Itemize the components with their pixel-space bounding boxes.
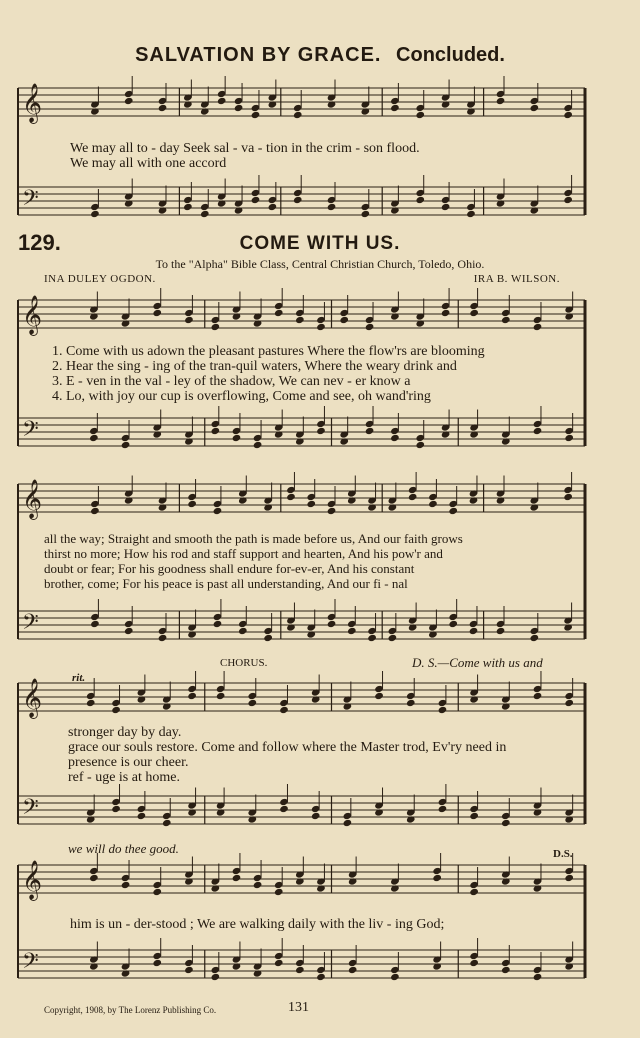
verse-line: all the way; Straight and smooth the path is made before us, And our faith grows — [44, 531, 463, 546]
note-head — [390, 434, 400, 442]
note-head — [438, 805, 448, 813]
note-head — [137, 812, 147, 820]
verse-line: stronger day by day. — [68, 725, 182, 740]
heading-suffix: Concluded. — [396, 44, 505, 66]
note-head — [390, 104, 400, 112]
note-head — [90, 210, 100, 218]
note-head — [327, 507, 337, 515]
note-head — [111, 805, 121, 813]
note-head — [563, 111, 573, 119]
note-head — [124, 97, 134, 105]
note-head — [361, 210, 371, 218]
note-head — [563, 196, 573, 204]
note-head — [121, 441, 131, 449]
note-head — [441, 309, 451, 317]
author-credit: INA DULEY OGDON. — [44, 273, 156, 285]
note-head — [316, 323, 326, 331]
bass-clef: 𝄢 — [22, 186, 39, 216]
note-head — [533, 692, 543, 700]
note-head — [563, 493, 573, 501]
note-head — [238, 627, 248, 635]
verse-line: ref - uge is at home. — [68, 770, 180, 785]
note-head — [496, 97, 506, 105]
note-head — [339, 316, 349, 324]
note-head — [316, 973, 326, 981]
note-head — [251, 111, 261, 119]
note-head — [111, 706, 121, 714]
note-head — [90, 620, 100, 628]
note-head — [247, 699, 257, 707]
note-head — [365, 427, 375, 435]
verse-line: doubt or fear; For his goodness shall endure for-ev-er, And his constant — [44, 561, 415, 576]
note-head — [295, 966, 305, 974]
note-head — [211, 973, 221, 981]
note-head — [501, 316, 511, 324]
note-head — [415, 441, 425, 449]
note-head — [469, 812, 479, 820]
note-head — [327, 620, 337, 628]
note-head — [367, 634, 377, 642]
note-head — [293, 196, 303, 204]
chorus-label: CHORUS. — [220, 657, 268, 669]
verse-line: 3. E - ven in the val - ley of the shadow, We can nev - er know a — [52, 374, 411, 389]
bass-clef: 𝄢 — [22, 795, 39, 825]
note-head — [217, 97, 227, 105]
verse-line: 2. Hear the sing - ing of the tran-quil waters, Where the weary drink and — [52, 359, 457, 374]
ds-mark: D.S. — [553, 848, 573, 860]
treble-clef: 𝄞 — [22, 860, 43, 900]
note-head — [533, 323, 543, 331]
note-head — [152, 309, 162, 317]
note-head — [253, 881, 263, 889]
note-head — [466, 210, 476, 218]
bass-clef: 𝄢 — [22, 417, 39, 447]
heading-title: SALVATION BY GRACE. — [135, 44, 382, 66]
note-head — [295, 316, 305, 324]
note-head — [200, 210, 210, 218]
note-head — [311, 812, 321, 820]
note-head — [496, 627, 506, 635]
verse-line: brother, come; For his peace is past all understanding, And our fi - nal — [44, 576, 408, 591]
note-head — [121, 881, 131, 889]
note-head — [234, 104, 244, 112]
verse-line: grace our souls restore. Come and follow where the Master trod, Ev'ry need in — [68, 740, 507, 755]
lyric-line: We may all to - day Seek sal - va - tion in the crim - son flood. — [70, 141, 420, 156]
note-head — [211, 427, 221, 435]
hymn-title: COME WITH US. — [239, 233, 401, 254]
note-head — [347, 627, 357, 635]
note-head — [306, 500, 316, 508]
note-head — [530, 634, 540, 642]
note-head — [469, 309, 479, 317]
note-head — [184, 966, 194, 974]
note-head — [90, 507, 100, 515]
note-head — [286, 493, 296, 501]
note-head — [232, 874, 242, 882]
note-head — [152, 959, 162, 967]
note-head — [415, 111, 425, 119]
note-head — [251, 196, 261, 204]
composer-credit: IRA B. WILSON. — [473, 273, 560, 285]
note-head — [274, 959, 284, 967]
note-head — [316, 427, 326, 435]
note-head — [374, 692, 384, 700]
note-head — [89, 434, 99, 442]
note-head — [152, 888, 162, 896]
note-head — [216, 692, 226, 700]
note-head — [124, 627, 134, 635]
note-head — [530, 104, 540, 112]
note-head — [438, 706, 448, 714]
note-head — [448, 507, 458, 515]
note-head — [274, 309, 284, 317]
note-head — [448, 620, 458, 628]
verse-line: 1. Come with us adown the pleasant pastures Where the flow'rs are blooming — [52, 344, 485, 359]
note-head — [158, 634, 168, 642]
note-head — [213, 507, 223, 515]
rit-marking: rit. — [72, 672, 86, 684]
treble-clef: 𝄞 — [22, 479, 43, 519]
verse-line: thirst no more; How his rod and staff support and hearten, And his pow'r and — [44, 546, 443, 561]
note-head — [327, 203, 337, 211]
note-head — [469, 627, 479, 635]
note-head — [533, 973, 543, 981]
lyric-line: We may all with one accord — [70, 156, 227, 171]
note-head — [279, 706, 289, 714]
ds-instruction: D. S.—Come with us and — [412, 655, 543, 670]
note-head — [232, 434, 242, 442]
note-head — [365, 323, 375, 331]
note-head — [388, 634, 398, 642]
note-head — [213, 620, 223, 628]
hymn-number: 129. — [18, 230, 61, 255]
note-head — [564, 434, 574, 442]
verse-line: presence is our cheer. — [68, 755, 189, 770]
note-head — [348, 966, 358, 974]
note-head — [428, 500, 438, 508]
note-head — [274, 888, 284, 896]
note-head — [390, 973, 400, 981]
note-head — [408, 493, 418, 501]
note-head — [268, 203, 278, 211]
note-head — [162, 819, 172, 827]
note-head — [187, 500, 197, 508]
note-head — [501, 819, 511, 827]
note-head — [564, 874, 574, 882]
dedication: To the "Alpha" Bible Class, Central Christian Church, Toledo, Ohio. — [155, 257, 485, 271]
note-head — [293, 111, 303, 119]
note-head — [343, 819, 353, 827]
note-head — [469, 959, 479, 967]
page-number: 131 — [288, 1000, 309, 1015]
bass-words: we will do thee good. — [68, 841, 179, 856]
note-head — [89, 874, 99, 882]
note-head — [279, 805, 289, 813]
note-head — [86, 699, 96, 707]
note-head — [501, 966, 511, 974]
note-head — [415, 196, 425, 204]
note-head — [183, 203, 193, 211]
note-head — [441, 203, 451, 211]
bass-clef: 𝄢 — [22, 949, 39, 979]
note-head — [432, 874, 442, 882]
note-head — [564, 699, 574, 707]
note-head — [184, 316, 194, 324]
note-head — [469, 888, 479, 896]
copyright-notice: Copyright, 1908, by The Lorenz Publishing Co. — [44, 1005, 217, 1015]
note-head — [187, 692, 197, 700]
treble-clef: 𝄞 — [22, 295, 43, 335]
verse-line: 4. Lo, with joy our cup is overflowing, Come and see, oh wand'ring — [52, 389, 431, 404]
verse-line: him is un - der-stood ; We are walking daily with the liv - ing God; — [70, 917, 445, 932]
note-head — [406, 699, 416, 707]
treble-clef: 𝄞 — [22, 83, 43, 123]
note-head — [253, 441, 263, 449]
note-head — [263, 634, 273, 642]
bass-clef: 𝄢 — [22, 610, 39, 640]
note-head — [533, 427, 543, 435]
treble-clef: 𝄞 — [22, 678, 43, 718]
note-head — [211, 323, 221, 331]
note-head — [158, 104, 168, 112]
